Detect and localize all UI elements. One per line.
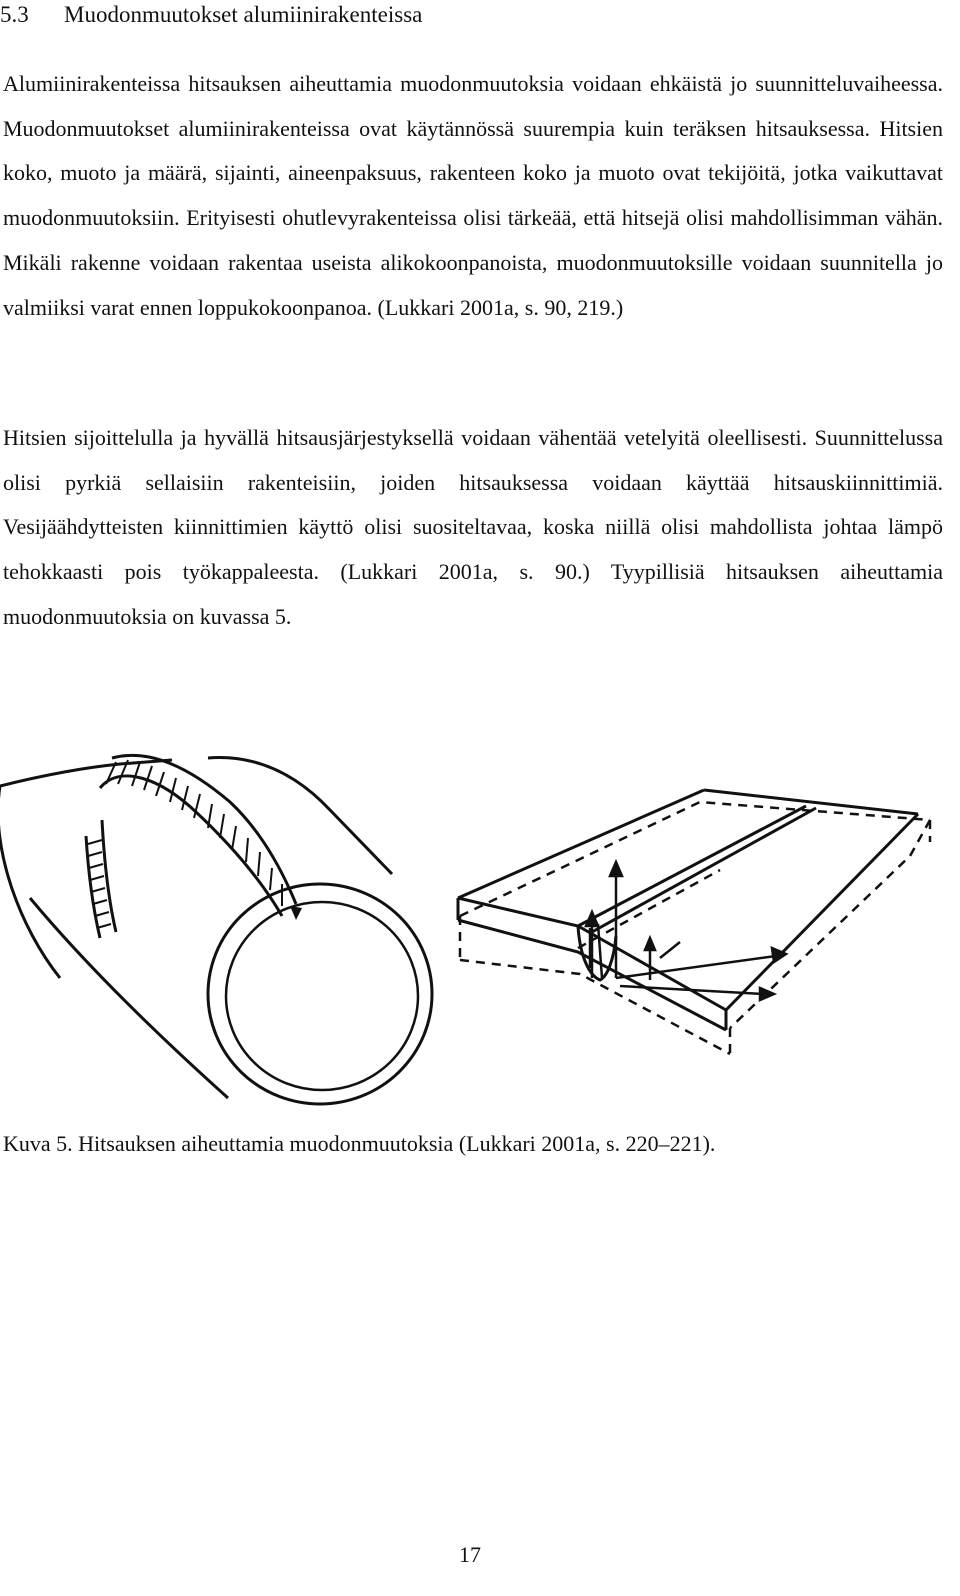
distorted-top-edge <box>460 802 930 916</box>
lower-arrow-head <box>760 988 774 1000</box>
paragraph-1: Alumiinirakenteissa hitsauksen aiheuttamia muodonmuutoksia voidaan ehkäistä jo suunnitteluvaiheessa. Muodonmuutokset alumiinirakenteissa ovat käytännössä suurempia kuin teräksen hitsauksessa. Hitsien koko, muoto ja määrä, sijainti, aineenpaksuus, rakenteen koko ja muoto ovat tekijöitä, jotka vaikuttavat muodonmuutoksiin. Erityisesti ohutlevyrakenteissa olisi tärkeää, että hitsejä olisi mahdollisimman vähän. Mikäli rakenne voidaan rakentaa useista alikokoonpanoista, muodonmuutoksille voidaan suunnitella jo valmiiksi varat ennen loppukokoonpanoa. (Lukkari 2001a, s. 90, 219.) <box>3 71 943 320</box>
plate-top-left-edge <box>458 790 704 898</box>
welded-plate-distortion-drawing <box>430 728 945 1120</box>
page-number: 17 <box>459 1542 481 1567</box>
paragraph-2: Hitsien sijoittelulla ja hyvällä hitsausjärjestyksellä voidaan vähentää vetelyitä oleellisesti. Suunnittelussa olisi pyrkiä sellaisiin rakenteisiin, joiden hitsauksessa voidaan käyttää hitsauskiinnittimiä. Vesijäähdytteisten kiinnittimien käyttö olisi suositeltavaa, koska niillä olisi mahdollista johtaa lämpö tehokkaasti pois työkappaleesta. (Lukkari 2001a, s. 90.) Tyypillisiä hitsauksen aiheuttamia muodonmuutoksia on kuvassa 5. <box>3 425 943 629</box>
welded-tube-drawing <box>0 728 440 1120</box>
tall-arrow-head <box>610 862 622 876</box>
lower-arrow-shaft <box>620 986 764 994</box>
figure-5 <box>0 728 945 1120</box>
vertical-arrow-up-head <box>586 912 598 926</box>
angle-arrow-shaft <box>660 942 680 958</box>
weld-seam-line-2 <box>592 808 816 932</box>
figure-caption: Kuva 5. Hitsauksen aiheuttamia muodonmuutoksia (Lukkari 2001a, s. 220–221). <box>3 1131 716 1156</box>
small-up-arrow-head <box>645 938 655 950</box>
left-arrow-shaft <box>598 924 602 978</box>
weld-seam-line-1 <box>578 806 806 926</box>
section-heading <box>0 0 422 30</box>
weld-bead-profile <box>578 926 616 980</box>
section-number: 5.3 <box>0 2 29 27</box>
diagonal-arrow-shaft <box>616 956 776 978</box>
section-title: Muodonmuutokset alumiinirakenteissa <box>64 2 423 27</box>
distorted-front-edge <box>460 960 730 1054</box>
